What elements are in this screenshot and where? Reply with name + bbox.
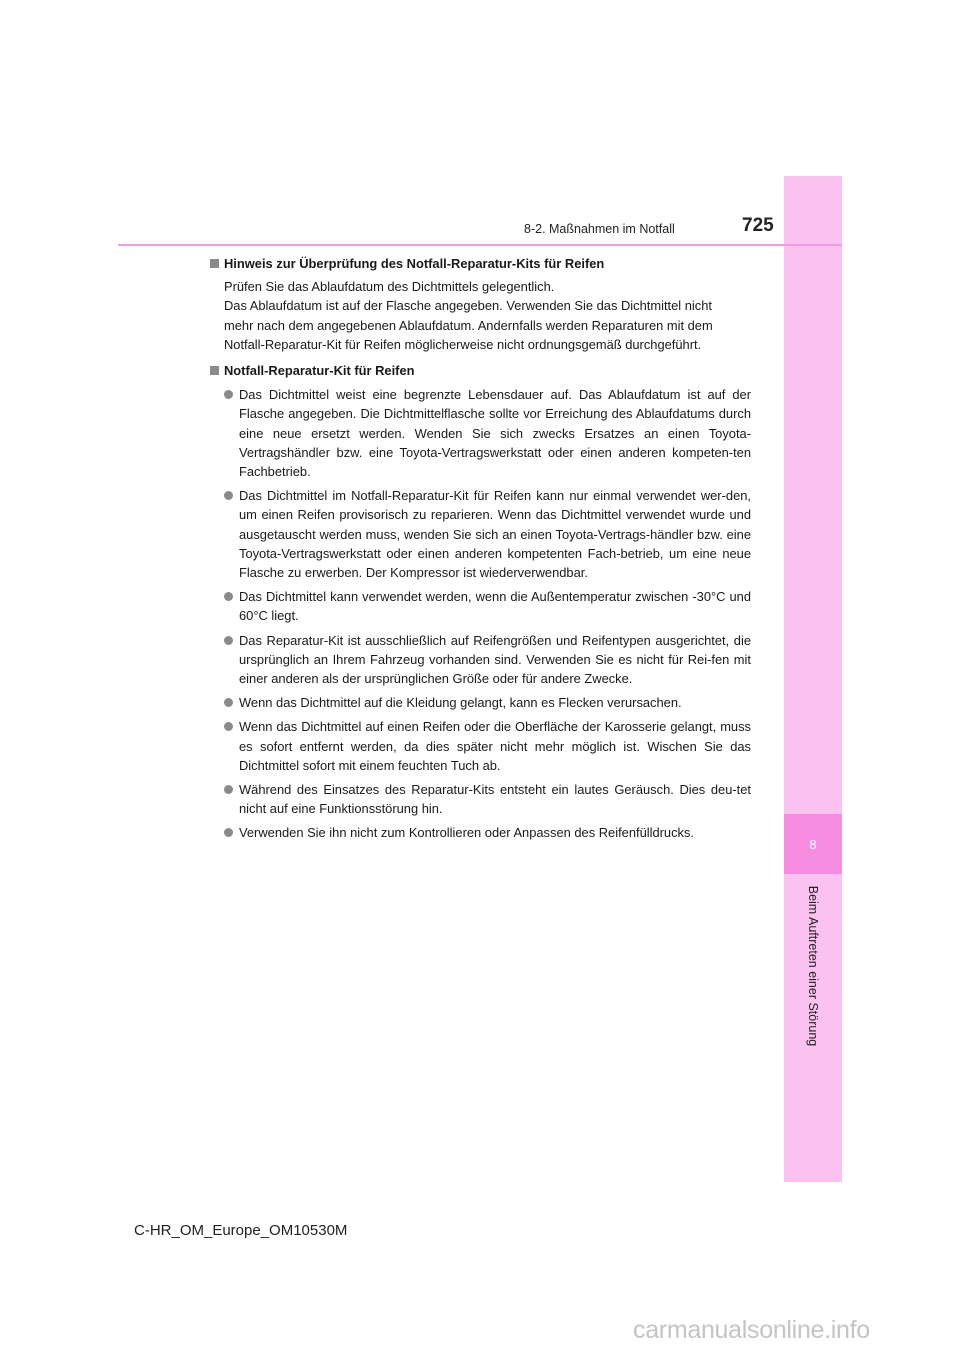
list-item bbox=[209, 631, 751, 689]
list-item bbox=[209, 717, 751, 775]
list-item bbox=[209, 587, 751, 625]
header-rule bbox=[118, 244, 842, 246]
section-heading-text: Hinweis zur Überprüfung des Notfall-Reparatur-Kits für Reifen bbox=[224, 256, 605, 271]
page-content bbox=[209, 254, 751, 843]
list-item bbox=[209, 823, 751, 842]
list-item-text: Während des Einsatzes des Reparatur-Kits entsteht ein lautes Geräusch. Dies deu-tet nicht auf eine Funktionsstörung hin. bbox=[239, 782, 751, 817]
circle-bullet-icon bbox=[224, 722, 233, 731]
paragraph-line: Prüfen Sie das Ablaufdatum des Dichtmittels gelegentlich. bbox=[224, 279, 555, 295]
list-item-text: Das Reparatur-Kit ist ausschließlich auf Reifengrößen und Reifentypen ausgerichtet, die ursprünglich an Ihrem Fahrzeug vorhanden sind. Verwenden Sie es nicht für Rei-fen mit einer anderen als der ursprünglichen Größe oder für andere Zwecke. bbox=[239, 632, 751, 687]
chapter-number: 8 bbox=[809, 836, 817, 852]
chapter-title-vertical: Beim Auftreten einer Störung bbox=[806, 885, 820, 1047]
chapter-number-tab bbox=[784, 814, 842, 874]
header-section-title: 8-2. Maßnahmen im Notfall bbox=[524, 222, 675, 236]
section-heading bbox=[209, 361, 751, 380]
section-paragraph bbox=[209, 277, 751, 354]
section-heading-text: Notfall-Reparatur-Kit für Reifen bbox=[224, 363, 415, 379]
watermark-link[interactable]: carmanualsonline.info bbox=[633, 1316, 870, 1344]
list-item bbox=[209, 693, 751, 712]
paragraph-line: mehr nach dem angegebenen Ablaufdatum. Andernfalls werden Reparaturen mit dem bbox=[224, 317, 713, 333]
circle-bullet-icon bbox=[224, 828, 233, 837]
circle-bullet-icon bbox=[224, 785, 233, 794]
list-item bbox=[209, 780, 751, 818]
circle-bullet-icon bbox=[224, 390, 233, 399]
section-heading bbox=[209, 254, 751, 273]
list-item-text: Verwenden Sie ihn nicht zum Kontrollieren oder Anpassen des Reifenfülldrucks. bbox=[239, 825, 695, 841]
list-item-text: Das Dichtmittel kann verwendet werden, wenn die Außentemperatur zwischen -30°C und 60°C liegt. bbox=[239, 589, 751, 624]
list-item-text: Das Dichtmittel weist eine begrenzte Lebensdauer auf. Das Ablaufdatum ist auf der Flasche angegeben. Die Dichtmittelflasche sollte vor Erreichung des Ablaufdatums durch eine neue ersetzt werden. Wenden Sie sich zwecks Ersatzes an einen Toyota-Vertragshändler bzw. eine Toyota-Vertragswerkstatt oder einen anderen kompeten-ten Fachbetrieb. bbox=[239, 387, 751, 480]
circle-bullet-icon bbox=[224, 491, 233, 500]
list-item-text: Das Dichtmittel im Notfall-Reparatur-Kit für Reifen kann nur einmal verwendet wer-den, um einen Reifen provisorisch zu reparieren. Wenn das Dichtmittel verwendet wurde und ausgetauscht werden muss, wenden Sie sich an einen Toyota-Vertrags-händler bzw. eine Toyota-Vertragswerkstatt oder einen anderen kompetenten Fach-betrieb, um eine neue Flasche zu erwerben. Der Kompressor ist wiederverwendbar. bbox=[239, 488, 751, 581]
list-item-text: Wenn das Dichtmittel auf die Kleidung gelangt, kann es Flecken verursachen. bbox=[239, 695, 682, 711]
document-id: C-HR_OM_Europe_OM10530M bbox=[134, 1222, 348, 1239]
list-item bbox=[209, 486, 751, 582]
paragraph-line: Das Ablaufdatum ist auf der Flasche angegeben. Verwenden Sie das Dichtmittel nicht bbox=[224, 298, 712, 314]
paragraph-line: Notfall-Reparatur-Kit für Reifen möglicherweise nicht ordnungsgemäß durchgeführt. bbox=[224, 336, 702, 352]
square-bullet-icon bbox=[210, 366, 219, 375]
square-bullet-icon bbox=[210, 259, 219, 268]
list-item-text: Wenn das Dichtmittel auf einen Reifen oder die Oberfläche der Karosserie gelangt, muss es sofort entfernt werden, da dies später nicht mehr möglich ist. Wischen Sie das Dichtmittel sofort mit einem feuchten Tuch ab. bbox=[239, 719, 751, 773]
page-number: 725 bbox=[742, 215, 774, 236]
circle-bullet-icon bbox=[224, 636, 233, 645]
circle-bullet-icon bbox=[224, 698, 233, 707]
circle-bullet-icon bbox=[224, 592, 233, 601]
list-item bbox=[209, 385, 751, 481]
bullet-list bbox=[209, 385, 751, 842]
